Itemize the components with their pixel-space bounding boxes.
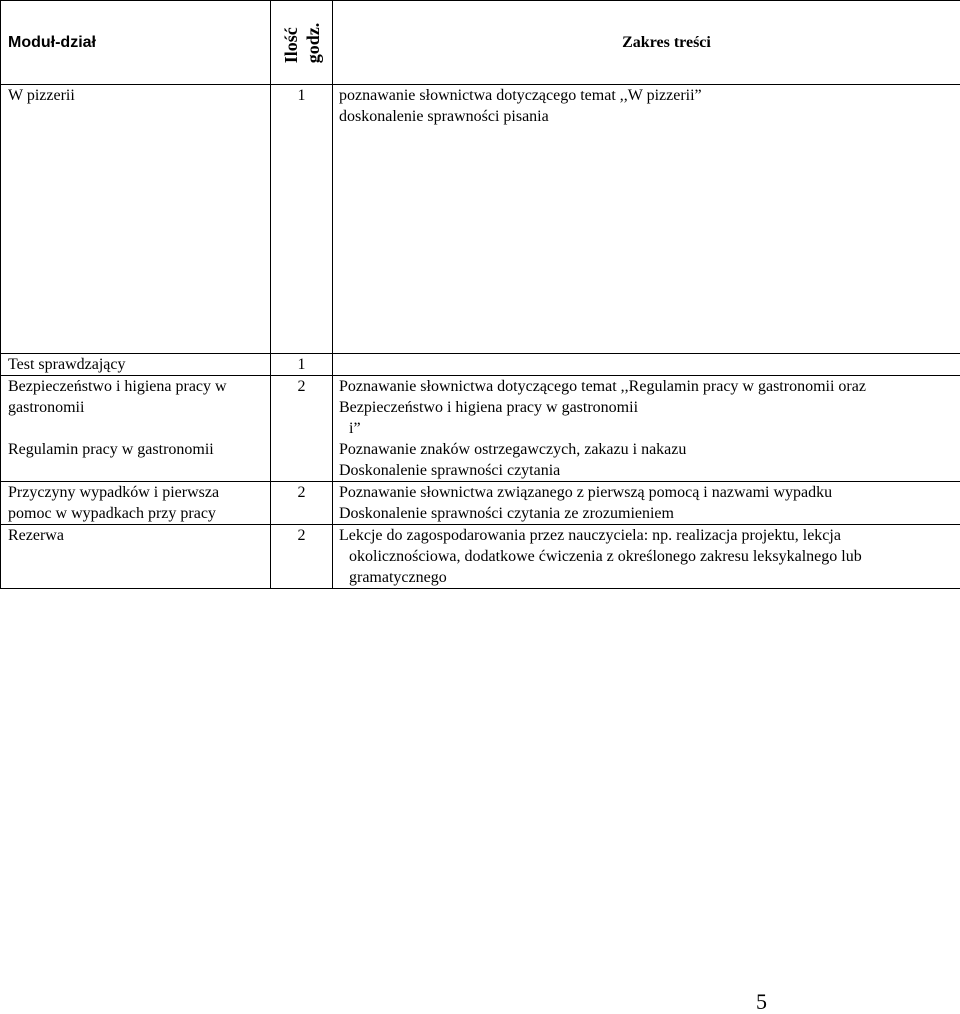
- header-ilosc-line1: Ilość: [280, 26, 301, 63]
- table-row: [1, 525, 960, 589]
- zakres-line: Poznawanie znaków ostrzegawczych, zakazu i nakazu: [339, 441, 687, 458]
- zakres-cell: [333, 85, 960, 354]
- zakres-line: Poznawanie słownictwa związanego z pierwszą pomocą i nazwami wypadku: [339, 484, 833, 501]
- zakres-line: doskonalenie sprawności pisania: [339, 108, 549, 125]
- hours-cell: 1: [271, 85, 333, 354]
- header-zakres: Zakres treści: [333, 1, 960, 85]
- header-ilosc: [271, 1, 333, 85]
- zakres-cell: [333, 525, 960, 589]
- zakres-line: i”: [349, 420, 361, 437]
- modul-text: gastronomii: [8, 399, 85, 416]
- zakres-line: Lekcje do zagospodarowania przez nauczyciela: np. realizacja projektu, lekcja: [339, 527, 841, 544]
- table-row: [1, 85, 960, 354]
- zakres-line: okolicznościowa, dodatkowe ćwiczenia z określonego zakresu leksykalnego lub: [349, 548, 862, 565]
- hours-cell: 2: [271, 482, 333, 525]
- zakres-line: Bezpieczeństwo i higiena pracy w gastronomii: [339, 399, 639, 416]
- zakres-line: poznawanie słownictwa dotyczącego temat ,,W pizzerii”: [339, 87, 702, 104]
- header-modul: Moduł-dział: [1, 1, 271, 85]
- modul-text: Przyczyny wypadków i pierwsza: [8, 484, 220, 501]
- zakres-line: gramatycznego: [349, 569, 447, 586]
- hours-cell: 2: [271, 376, 333, 482]
- header-ilosc-line2: godz.: [302, 22, 323, 63]
- modul-text: Test sprawdzający: [8, 356, 126, 373]
- zakres-cell: [333, 376, 960, 482]
- modul-text: Rezerwa: [8, 527, 64, 544]
- page-number: 5: [756, 989, 767, 1014]
- zakres-cell: [333, 482, 960, 525]
- modul-text: Bezpieczeństwo i higiena pracy w: [8, 378, 227, 395]
- header-row: [1, 1, 960, 85]
- modul-cell: [1, 85, 271, 354]
- modul-cell: [1, 482, 271, 525]
- zakres-line: Doskonalenie sprawności czytania ze zrozumieniem: [339, 505, 674, 522]
- zakres-line: Doskonalenie sprawności czytania: [339, 462, 561, 479]
- modul-text: Regulamin pracy w gastronomii: [8, 441, 214, 458]
- modul-cell: [1, 354, 271, 376]
- table-row: [1, 376, 960, 482]
- modul-cell: [1, 376, 271, 482]
- hours-cell: 2: [271, 525, 333, 589]
- table-row: [1, 354, 960, 376]
- zakres-cell: [333, 354, 960, 376]
- hours-cell: 1: [271, 354, 333, 376]
- zakres-line: Poznawanie słownictwa dotyczącego temat ,,Regulamin pracy w gastronomii oraz: [339, 378, 866, 395]
- modul-text: W pizzerii: [8, 87, 75, 104]
- modul-text: pomoc w wypadkach przy pracy: [8, 505, 216, 522]
- table-row: [1, 482, 960, 525]
- modul-cell: [1, 525, 271, 589]
